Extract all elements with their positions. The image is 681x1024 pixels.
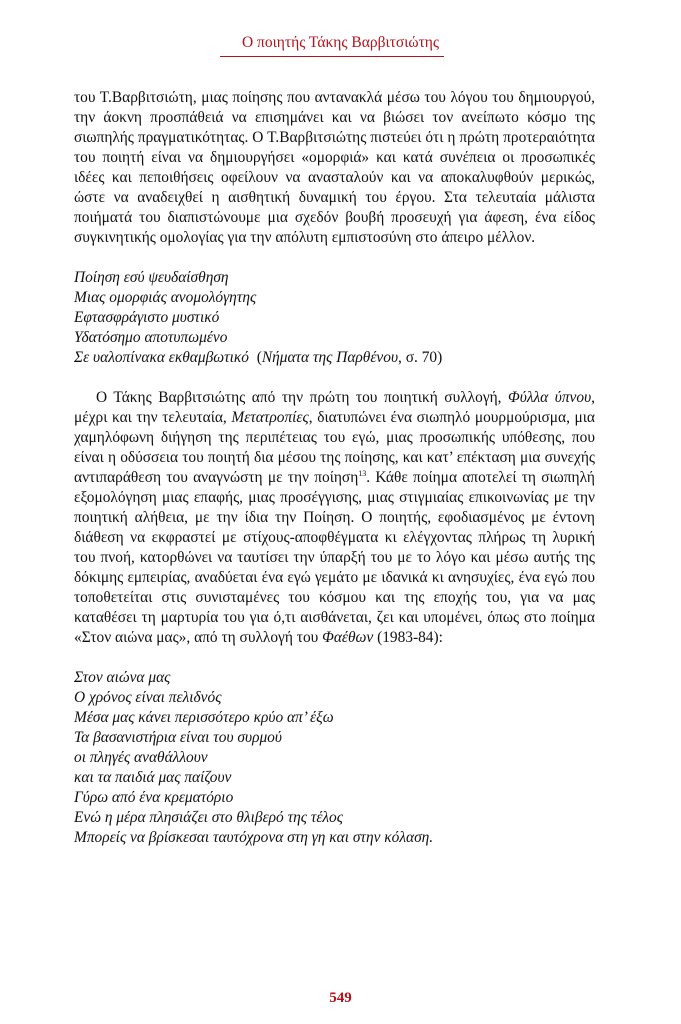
poem-line: οι πληγές αναθάλλουν	[74, 749, 208, 766]
poem-line-with-source	[74, 348, 595, 368]
poem-excerpt-2	[74, 668, 595, 848]
paragraph-continuation: του Τ.Βαρβιτσιώτη, μιας ποίησης που αντανακλά μέσω του λόγου του δημιουργού, την άοκνη προσπάθειά να επισημάνει και να βιώσει τον ανείπωτο κόσμο της σιωπηλής πραγματικότητας. Ο Τ.Βαρβιτσιώτης πιστεύει ότι η πρώτη προτεραιότητα του ποιητή είναι να δημιουργήσει «ομορφιά» και κατά συνέπεια οι προσωπικές ιδέες και πεποιθήσεις οφείλουν να ανασταλούν και να αποκαλυφθούν μερικώς, ώστε να αναδειχθεί η αισθητική δυναμική του έργου. Στα τελευταία μάλιστα ποιήματά του διαπιστώνουμε μια σχεδόν βουβή προσευχή για άφεση, ένα είδος συγκινητικής ομολογίας για την απόλυτη εμπιστοσύνη στο άπειρο μέλλον.	[74, 89, 595, 246]
page-number: 549	[329, 990, 352, 1006]
body-text	[74, 88, 595, 848]
source-citation: (Νήματα της Παρθένου, σ. 70)	[256, 349, 443, 366]
poem-line: Εφτασφράγιστο μυστικό	[74, 309, 220, 326]
footnote-marker: 13	[358, 468, 367, 478]
poem-line: Ενώ η μέρα πλησιάζει στο θλιβερό της τέλος	[74, 809, 343, 826]
poem-line: Ο χρόνος είναι πελιδνός	[74, 689, 222, 706]
poem-line: και τα παιδιά μας παίζουν	[74, 769, 232, 786]
source-title: Νήματα της Παρθένου	[261, 349, 399, 366]
header-rule	[220, 56, 444, 57]
poem-line: Μπορείς να βρίσκεσαι ταυτόχρονα στη γη και στην κόλαση.	[74, 829, 434, 846]
poem-excerpt-1	[74, 268, 595, 368]
poem-line: Υδατόσημο αποτυπωμένο	[74, 329, 228, 346]
poem-line: Μιας ομορφιάς ανομολόγητης	[74, 289, 257, 306]
poem-line: Γύρω από ένα κρεματόριο	[74, 789, 234, 806]
book-title: Μετατροπίες	[231, 409, 309, 426]
running-header: Ο ποιητής Τάκης Βαρβιτσιώτης	[241, 34, 440, 51]
book-title: Φύλλα ύπνου	[508, 389, 592, 406]
book-title: Φαέθων	[322, 629, 374, 646]
paragraph-main: Ο Τάκης Βαρβιτσιώτης από την πρώτη του ποιητική συλλογή, Φύλλα ύπνου, μέχρι και την τελευταία, Μετατροπίες, διατυπώνει ένα σιωπηλό μουρμούρισμα, μια χαμηλόφωνη διήγηση της περιπέτειας του εγώ, μιας προσωπικής υπόθεσης, που είναι η οδύσσεια του ποιητή δια μέσου της ποίησης, και κατ’ επέκταση μια συνεχής αντιπαράθεση του αναγνώστη με την ποίηση$^{13}$. Κάθε ποίημα αποτελεί τη σιωπηλή εξομολόγηση μιας επαφής, μιας προσέγγισης, μιας στιγμιαίας επικοινωνίας με την ποιητική αλήθεια, με την ίδια την Ποίηση. Ο ποιητής, εφοδιασμένος με έντονη διάθεση να εκφραστεί με στίχους-αποφθέγματα κι ελέγχοντας πλήρως τη λυρική του πνοή, κατορθώνει να ταυτίσει την ύπαρξή του με το λόγο και μέσω αυτής της δόκιμης εμπειρίας, αναδύεται ένα εγώ γεμάτο με ιδανικά κι ανησυχίες, ένα εγώ που τοποθετείται στις συνισταμένες του κόσμου και της εποχής του, για να μας καταθέσει τη μαρτυρία του για ό,τι αισθάνεται, ζει και υπομένει, όπως στο ποίημα «Στον αιώνα μας», από τη συλλογή του Φαέθων (1983-84):	[74, 389, 595, 646]
poem-line: Στον αιώνα μας	[74, 669, 171, 686]
poem-line: Ποίηση εσύ ψευδαίσθηση	[74, 269, 229, 286]
poem-line: Σε υαλοπίνακα εκθαμβωτικό	[74, 349, 249, 366]
poem-line: Μέσα μας κάνει περισσότερο κρύο απ’ έξω	[74, 709, 334, 726]
poem-line: Τα βασανιστήρια είναι του συρμού	[74, 729, 282, 746]
